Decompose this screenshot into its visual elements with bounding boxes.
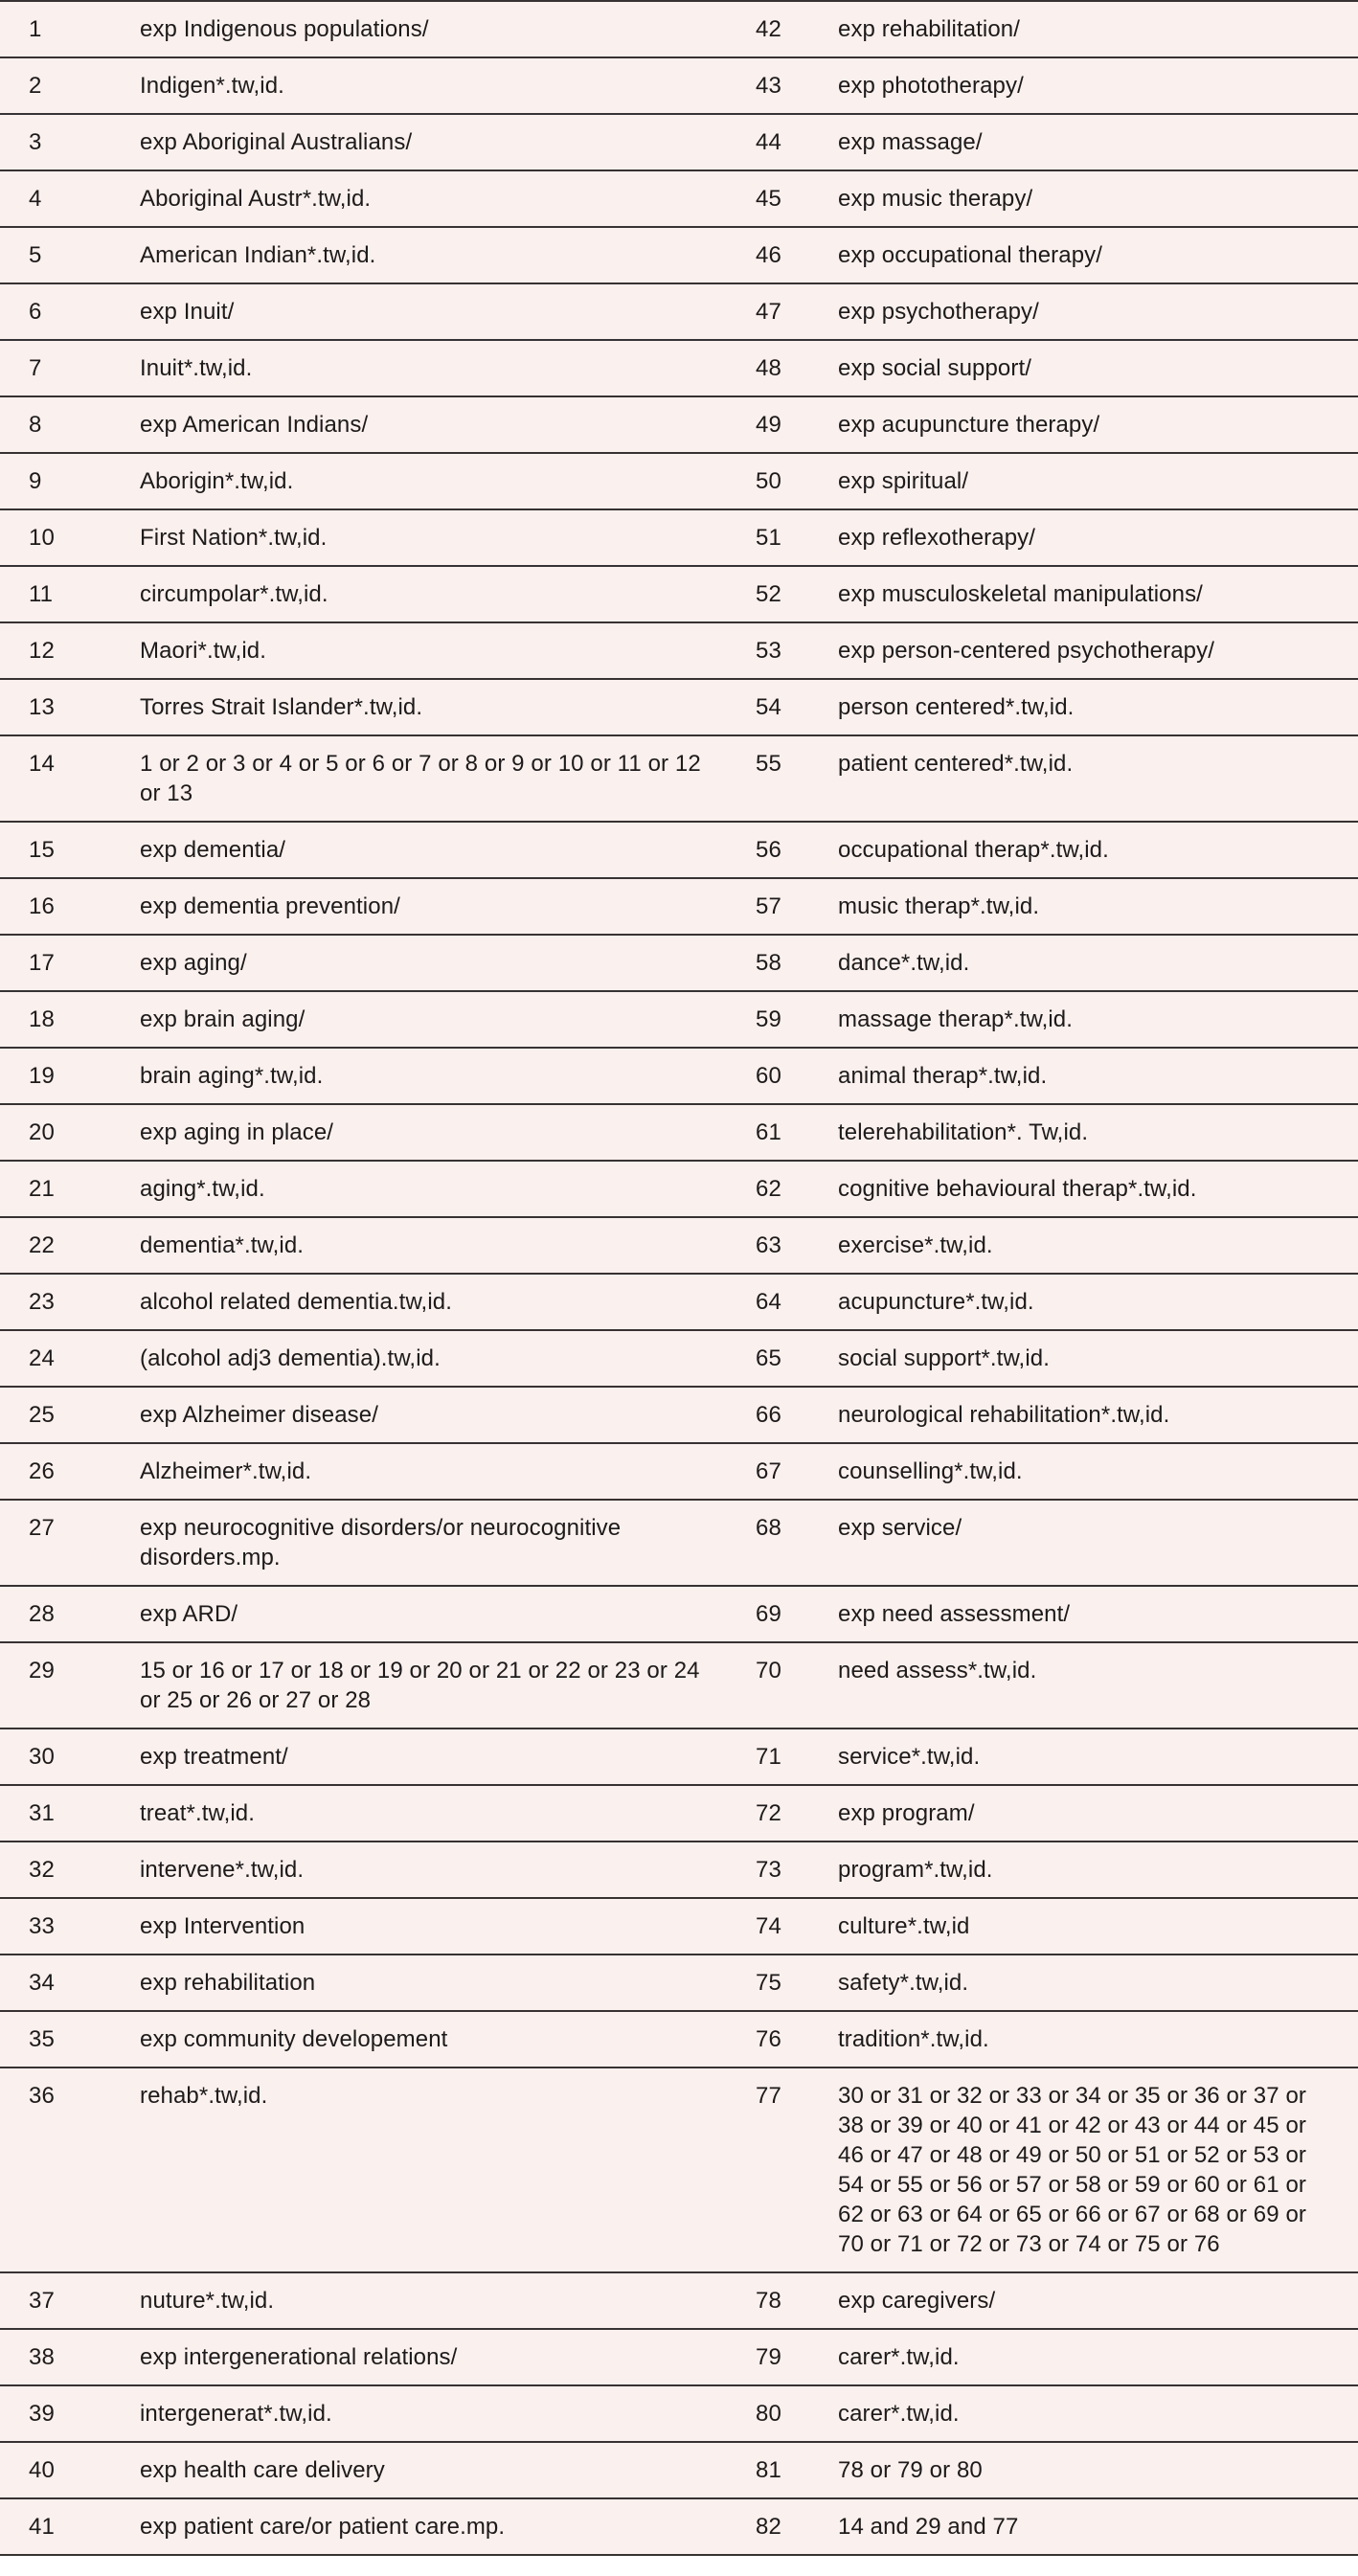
left-row-number: 9	[29, 468, 42, 494]
left-row-number: 7	[29, 355, 42, 381]
left-search-term: Indigen*.tw,id.	[140, 73, 284, 99]
left-row-number: 2	[29, 73, 42, 99]
right-row-number: 77	[756, 2083, 781, 2109]
table-row	[0, 1047, 1358, 1103]
left-row-number: 11	[29, 581, 54, 607]
right-search-term: exp rehabilitation/	[838, 16, 1021, 42]
table-row	[0, 734, 1358, 821]
right-search-term: dance*.tw,id.	[838, 950, 970, 976]
table-row	[0, 1499, 1358, 1585]
right-row-number: 72	[756, 1800, 781, 1826]
table-row	[0, 1273, 1358, 1329]
left-row-number: 17	[29, 950, 55, 976]
left-row-number: 3	[29, 129, 42, 155]
right-row-number: 61	[756, 1119, 781, 1145]
right-row-number: 71	[756, 1744, 781, 1770]
left-search-term: exp rehabilitation	[140, 1970, 316, 1996]
left-row-number: 23	[29, 1289, 55, 1315]
left-row-number: 32	[29, 1857, 55, 1883]
table-row	[0, 2010, 1358, 2067]
right-row-number: 52	[756, 581, 781, 607]
right-search-term: tradition*.tw,id.	[838, 2026, 989, 2052]
right-search-term: exp psychotherapy/	[838, 299, 1039, 325]
left-search-term: exp patient care/or patient care.mp.	[140, 2514, 506, 2540]
left-search-term: exp Intervention	[140, 1913, 306, 1939]
table-row	[0, 1585, 1358, 1641]
right-row-number: 60	[756, 1063, 781, 1089]
right-row-number: 49	[756, 412, 781, 438]
right-row-number: 53	[756, 638, 781, 664]
right-row-number: 59	[756, 1006, 781, 1032]
right-row-number: 43	[756, 73, 781, 99]
left-search-term: exp brain aging/	[140, 1006, 306, 1032]
left-row-number: 37	[29, 2288, 55, 2314]
right-row-number: 45	[756, 186, 781, 212]
left-search-term: dementia*.tw,id.	[140, 1232, 305, 1258]
right-search-term: culture*.tw,id	[838, 1913, 970, 1939]
table-row	[0, 395, 1358, 452]
right-row-number: 57	[756, 893, 781, 919]
table-row	[0, 1103, 1358, 1160]
right-row-number: 44	[756, 129, 781, 155]
table-row	[0, 282, 1358, 339]
left-row-number: 6	[29, 299, 42, 325]
right-search-term: exercise*.tw,id.	[838, 1232, 993, 1258]
left-row-number: 41	[29, 2514, 55, 2540]
left-row-number: 20	[29, 1119, 55, 1145]
left-search-term: exp health care delivery	[140, 2457, 385, 2483]
left-search-term: Torres Strait Islander*.tw,id.	[140, 694, 423, 720]
table-row	[0, 1641, 1358, 1728]
table-row	[0, 1728, 1358, 1784]
left-row-number: 1	[29, 16, 42, 42]
table-row	[0, 2384, 1358, 2441]
right-search-term: exp musculoskeletal manipulations/	[838, 581, 1203, 607]
right-search-term: carer*.tw,id.	[838, 2344, 960, 2370]
left-row-number: 26	[29, 1458, 55, 1484]
left-search-term: exp ARD/	[140, 1601, 238, 1627]
right-search-term: animal therap*.tw,id.	[838, 1063, 1048, 1089]
left-search-term: 15 or 16 or 17 or 18 or 19 or 20 or 21 or 22 or 23 or 24 or 25 or 26 or 27 or 28	[140, 1658, 700, 1713]
right-row-number: 76	[756, 2026, 781, 2052]
table-row	[0, 1329, 1358, 1386]
right-row-number: 70	[756, 1658, 781, 1683]
right-search-term: 14 and 29 and 77	[838, 2514, 1019, 2540]
table-row	[0, 508, 1358, 565]
left-search-term: exp community developement	[140, 2026, 448, 2052]
left-search-term: exp aging in place/	[140, 1119, 334, 1145]
table-row	[0, 1841, 1358, 1897]
table-row	[0, 56, 1358, 113]
left-row-number: 10	[29, 525, 55, 551]
right-row-number: 46	[756, 242, 781, 268]
left-search-term: exp Inuit/	[140, 299, 235, 325]
left-search-term: Aborigin*.tw,id.	[140, 468, 294, 494]
left-row-number: 39	[29, 2401, 55, 2427]
left-search-term: treat*.tw,id.	[140, 1800, 256, 1826]
table-row	[0, 678, 1358, 734]
left-search-term: exp treatment/	[140, 1744, 288, 1770]
right-row-number: 78	[756, 2288, 781, 2314]
right-search-term: social support*.tw,id.	[838, 1345, 1050, 1371]
table-row	[0, 339, 1358, 395]
right-search-term: safety*.tw,id.	[838, 1970, 969, 1996]
left-row-number: 18	[29, 1006, 55, 1032]
right-search-term: exp person-centered psychotherapy/	[838, 638, 1214, 664]
right-row-number: 47	[756, 299, 781, 325]
left-row-number: 30	[29, 1744, 55, 1770]
right-search-term: 30 or 31 or 32 or 33 or 34 or 35 or 36 or 37 or 38 or 39 or 40 or 41 or 42 or 43 or 44 or 45 or 46 or 47 or 48 or 49 or 50 or 51 or 52 or 53 or 54 or 55 or 56 or 57 or 58 or 59 or 60 or 61 or 62 or 63 or 64 or 65 or 66 or 67 or 68 or 69 or 70 or 71 or 72 or 73 or 74 or 75 or 76	[838, 2083, 1307, 2257]
left-search-term: exp dementia prevention/	[140, 893, 400, 919]
table-row	[0, 1784, 1358, 1841]
left-row-number: 31	[29, 1800, 55, 1826]
table-row	[0, 565, 1358, 621]
right-search-term: service*.tw,id.	[838, 1744, 981, 1770]
right-search-term: 78 or 79 or 80	[838, 2457, 983, 2483]
table-row	[0, 877, 1358, 934]
right-row-number: 63	[756, 1232, 781, 1258]
left-search-term: exp intergenerational relations/	[140, 2344, 458, 2370]
left-search-term: aging*.tw,id.	[140, 1176, 265, 1202]
left-row-number: 5	[29, 242, 42, 268]
right-search-term: exp occupational therapy/	[838, 242, 1103, 268]
right-row-number: 62	[756, 1176, 781, 1202]
right-search-term: carer*.tw,id.	[838, 2401, 960, 2427]
right-row-number: 51	[756, 525, 781, 551]
left-row-number: 34	[29, 1970, 55, 1996]
right-search-term: patient centered*.tw,id.	[838, 751, 1074, 777]
left-search-term: Maori*.tw,id.	[140, 638, 267, 664]
table-row	[0, 452, 1358, 508]
left-search-term: brain aging*.tw,id.	[140, 1063, 324, 1089]
right-row-number: 80	[756, 2401, 781, 2427]
right-row-number: 58	[756, 950, 781, 976]
table-row	[0, 934, 1358, 990]
left-search-term: American Indian*.tw,id.	[140, 242, 376, 268]
table-row	[0, 0, 1358, 56]
left-search-term: Alzheimer*.tw,id.	[140, 1458, 312, 1484]
right-row-number: 67	[756, 1458, 781, 1484]
left-row-number: 27	[29, 1515, 55, 1541]
right-search-term: exp program/	[838, 1800, 975, 1826]
right-search-term: exp social support/	[838, 355, 1032, 381]
right-search-term: occupational therap*.tw,id.	[838, 837, 1109, 863]
right-search-term: cognitive behavioural therap*.tw,id.	[838, 1176, 1197, 1202]
left-row-number: 8	[29, 412, 42, 438]
right-row-number: 69	[756, 1601, 781, 1627]
table-row	[0, 2497, 1358, 2554]
table-row	[0, 2328, 1358, 2384]
left-search-term: exp Alzheimer disease/	[140, 1402, 378, 1428]
right-row-number: 64	[756, 1289, 781, 1315]
left-row-number: 21	[29, 1176, 55, 1202]
left-search-term: alcohol related dementia.tw,id.	[140, 1289, 452, 1315]
left-search-term: exp Aboriginal Australians/	[140, 129, 413, 155]
left-search-term: exp neurocognitive disorders/or neurocognitive disorders.mp.	[140, 1515, 622, 1570]
left-row-number: 38	[29, 2344, 55, 2370]
right-search-term: exp music therapy/	[838, 186, 1033, 212]
left-row-number: 22	[29, 1232, 55, 1258]
right-search-term: massage therap*.tw,id.	[838, 1006, 1074, 1032]
table-row	[0, 1386, 1358, 1442]
left-search-term: First Nation*.tw,id.	[140, 525, 328, 551]
right-search-term: exp acupuncture therapy/	[838, 412, 1100, 438]
left-search-term: nuture*.tw,id.	[140, 2288, 275, 2314]
right-search-term: program*.tw,id.	[838, 1857, 993, 1883]
right-search-term: exp service/	[838, 1515, 962, 1541]
left-row-number: 35	[29, 2026, 55, 2052]
left-search-term: (alcohol adj3 dementia).tw,id.	[140, 1345, 441, 1371]
right-search-term: counselling*.tw,id.	[838, 1458, 1023, 1484]
right-search-term: exp phototherapy/	[838, 73, 1024, 99]
left-search-term: Inuit*.tw,id.	[140, 355, 253, 381]
right-search-term: exp spiritual/	[838, 468, 969, 494]
table-row	[0, 2271, 1358, 2328]
table-row	[0, 2067, 1358, 2271]
left-row-number: 4	[29, 186, 42, 212]
right-search-term: music therap*.tw,id.	[838, 893, 1040, 919]
right-search-term: telerehabilitation*. Tw,id.	[838, 1119, 1089, 1145]
right-row-number: 79	[756, 2344, 781, 2370]
left-row-number: 40	[29, 2457, 55, 2483]
right-row-number: 82	[756, 2514, 781, 2540]
table-row	[0, 1954, 1358, 2010]
right-search-term: exp massage/	[838, 129, 983, 155]
table-row	[0, 1216, 1358, 1273]
right-row-number: 54	[756, 694, 781, 720]
right-search-term: acupuncture*.tw,id.	[838, 1289, 1034, 1315]
left-row-number: 33	[29, 1913, 55, 1939]
right-search-term: person centered*.tw,id.	[838, 694, 1075, 720]
left-search-term: exp Indigenous populations/	[140, 16, 429, 42]
right-row-number: 66	[756, 1402, 781, 1428]
left-row-number: 36	[29, 2083, 55, 2109]
right-row-number: 68	[756, 1515, 781, 1541]
right-row-number: 48	[756, 355, 781, 381]
left-row-number: 28	[29, 1601, 55, 1627]
right-row-number: 75	[756, 1970, 781, 1996]
left-search-term: exp dementia/	[140, 837, 286, 863]
table-row	[0, 113, 1358, 169]
right-row-number: 65	[756, 1345, 781, 1371]
right-search-term: exp need assessment/	[838, 1601, 1071, 1627]
table-row	[0, 1897, 1358, 1954]
left-row-number: 14	[29, 751, 55, 777]
table-row	[0, 226, 1358, 282]
table-row	[0, 621, 1358, 678]
right-row-number: 74	[756, 1913, 781, 1939]
right-search-term: exp caregivers/	[838, 2288, 996, 2314]
right-row-number: 50	[756, 468, 781, 494]
left-row-number: 15	[29, 837, 55, 863]
table-row	[0, 1442, 1358, 1499]
table-row	[0, 169, 1358, 226]
left-search-term: rehab*.tw,id.	[140, 2083, 268, 2109]
left-row-number: 24	[29, 1345, 55, 1371]
left-row-number: 29	[29, 1658, 55, 1683]
left-search-term: Aboriginal Austr*.tw,id.	[140, 186, 372, 212]
right-row-number: 81	[756, 2457, 781, 2483]
right-search-term: need assess*.tw,id.	[838, 1658, 1037, 1683]
right-row-number: 55	[756, 751, 781, 777]
table-row	[0, 2441, 1358, 2497]
left-search-term: 1 or 2 or 3 or 4 or 5 or 6 or 7 or 8 or 9 or 10 or 11 or 12 or 13	[140, 751, 701, 806]
right-search-term: neurological rehabilitation*.tw,id.	[838, 1402, 1170, 1428]
left-row-number: 19	[29, 1063, 55, 1089]
table-row	[0, 990, 1358, 1047]
left-row-number: 25	[29, 1402, 55, 1428]
left-search-term: circumpolar*.tw,id.	[140, 581, 328, 607]
left-row-number: 13	[29, 694, 55, 720]
left-search-term: exp aging/	[140, 950, 247, 976]
right-row-number: 73	[756, 1857, 781, 1883]
left-row-number: 12	[29, 638, 55, 664]
left-row-number: 16	[29, 893, 55, 919]
left-search-term: intervene*.tw,id.	[140, 1857, 305, 1883]
left-search-term: intergenerat*.tw,id.	[140, 2401, 332, 2427]
right-search-term: exp reflexotherapy/	[838, 525, 1036, 551]
right-row-number: 56	[756, 837, 781, 863]
left-search-term: exp American Indians/	[140, 412, 369, 438]
table-row	[0, 821, 1358, 877]
table-row	[0, 1160, 1358, 1216]
right-row-number: 42	[756, 16, 781, 42]
